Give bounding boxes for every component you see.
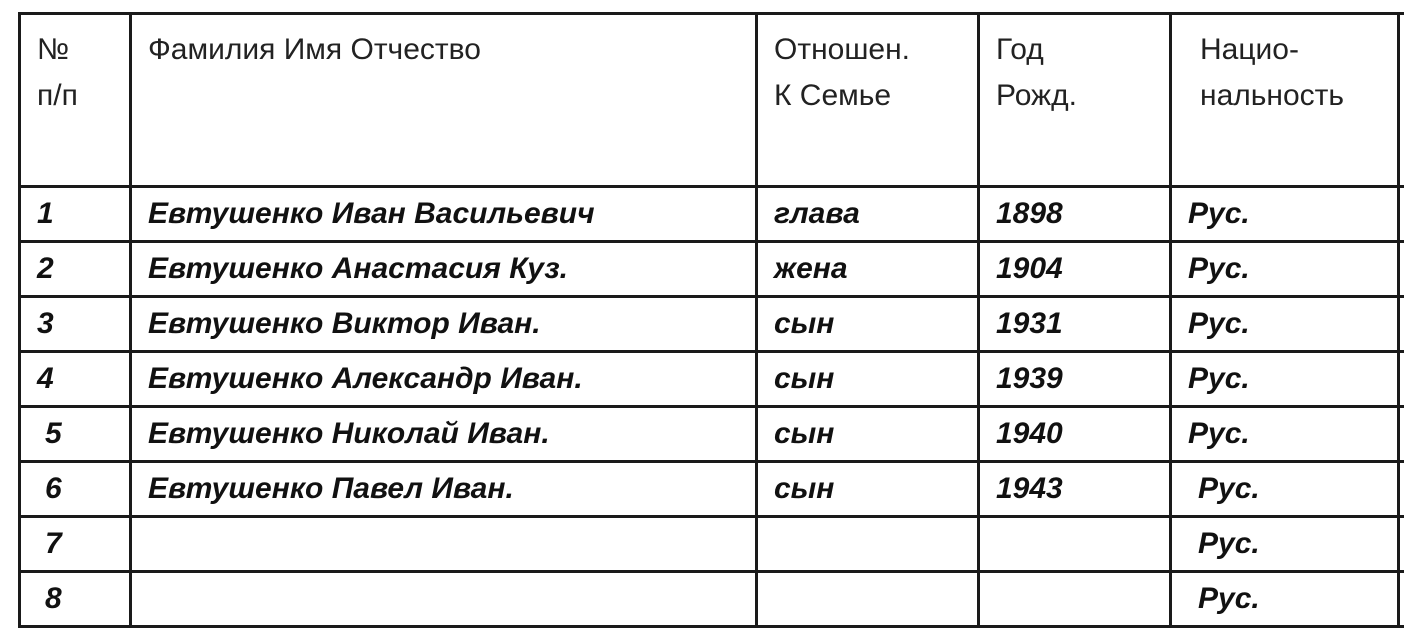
table-row — [20, 352, 1404, 407]
row-num: 1 — [20, 187, 131, 242]
row-year — [979, 572, 1171, 627]
row-year: 1931 — [979, 297, 1171, 352]
row-relation: сын — [757, 462, 979, 517]
row-nationality: Рус. — [1171, 517, 1399, 572]
row-nationality: Рус. — [1171, 407, 1399, 462]
table-row — [20, 242, 1404, 297]
row-name: Евтушенко Александр Иван. — [131, 352, 757, 407]
row-extra-cell — [1399, 242, 1404, 297]
row-name: Евтушенко Николай Иван. — [131, 407, 757, 462]
header-name-label: Фамилия Имя Отчество — [148, 27, 755, 73]
row-nationality: Рус. — [1171, 352, 1399, 407]
row-relation — [757, 572, 979, 627]
row-year — [979, 517, 1171, 572]
row-nationality: Рус. — [1171, 242, 1399, 297]
row-extra-cell — [1399, 572, 1404, 627]
header-name — [131, 14, 757, 187]
header-num-line1: № — [37, 27, 129, 73]
row-name — [131, 517, 757, 572]
family-table-container — [18, 12, 1404, 600]
row-num: 2 — [20, 242, 131, 297]
header-relation-line2: К Семье — [774, 73, 977, 119]
table-row — [20, 297, 1404, 352]
row-year: 1940 — [979, 407, 1171, 462]
header-nationality — [1171, 14, 1399, 187]
header-nationality-line2: нальность — [1200, 73, 1397, 119]
row-relation: сын — [757, 407, 979, 462]
row-extra-cell — [1399, 297, 1404, 352]
row-nationality: Рус. — [1171, 462, 1399, 517]
row-num: 3 — [20, 297, 131, 352]
row-relation: глава — [757, 187, 979, 242]
header-num — [20, 14, 131, 187]
row-year: 1939 — [979, 352, 1171, 407]
row-num: 4 — [20, 352, 131, 407]
row-extra-cell — [1399, 407, 1404, 462]
header-relation-line1: Отношен. — [774, 27, 977, 73]
header-year-line2: Рожд. — [996, 73, 1169, 119]
header-extra-cell — [1399, 14, 1404, 187]
table-row — [20, 572, 1404, 627]
family-table — [18, 12, 1404, 628]
row-nationality: Рус. — [1171, 297, 1399, 352]
header-nationality-line1: Нацио- — [1200, 27, 1397, 73]
header-relation — [757, 14, 979, 187]
row-num: 8 — [20, 572, 131, 627]
table-row — [20, 517, 1404, 572]
row-relation: жена — [757, 242, 979, 297]
table-header-row — [20, 14, 1404, 187]
row-name: Евтушенко Иван Васильевич — [131, 187, 757, 242]
row-extra-cell — [1399, 517, 1404, 572]
header-year — [979, 14, 1171, 187]
row-relation — [757, 517, 979, 572]
row-year: 1898 — [979, 187, 1171, 242]
row-name: Евтушенко Виктор Иван. — [131, 297, 757, 352]
row-year: 1943 — [979, 462, 1171, 517]
row-extra-cell — [1399, 187, 1404, 242]
row-name: Евтушенко Павел Иван. — [131, 462, 757, 517]
row-num: 7 — [20, 517, 131, 572]
header-num-line2: п/п — [37, 73, 129, 119]
row-num: 5 — [20, 407, 131, 462]
row-extra-cell — [1399, 352, 1404, 407]
row-name — [131, 572, 757, 627]
row-relation: сын — [757, 352, 979, 407]
row-num: 6 — [20, 462, 131, 517]
table-row — [20, 462, 1404, 517]
row-relation: сын — [757, 297, 979, 352]
table-row — [20, 407, 1404, 462]
row-year: 1904 — [979, 242, 1171, 297]
row-extra-cell — [1399, 462, 1404, 517]
header-year-line1: Год — [996, 27, 1169, 73]
table-row — [20, 187, 1404, 242]
row-nationality: Рус. — [1171, 572, 1399, 627]
row-name: Евтушенко Анастасия Куз. — [131, 242, 757, 297]
row-nationality: Рус. — [1171, 187, 1399, 242]
